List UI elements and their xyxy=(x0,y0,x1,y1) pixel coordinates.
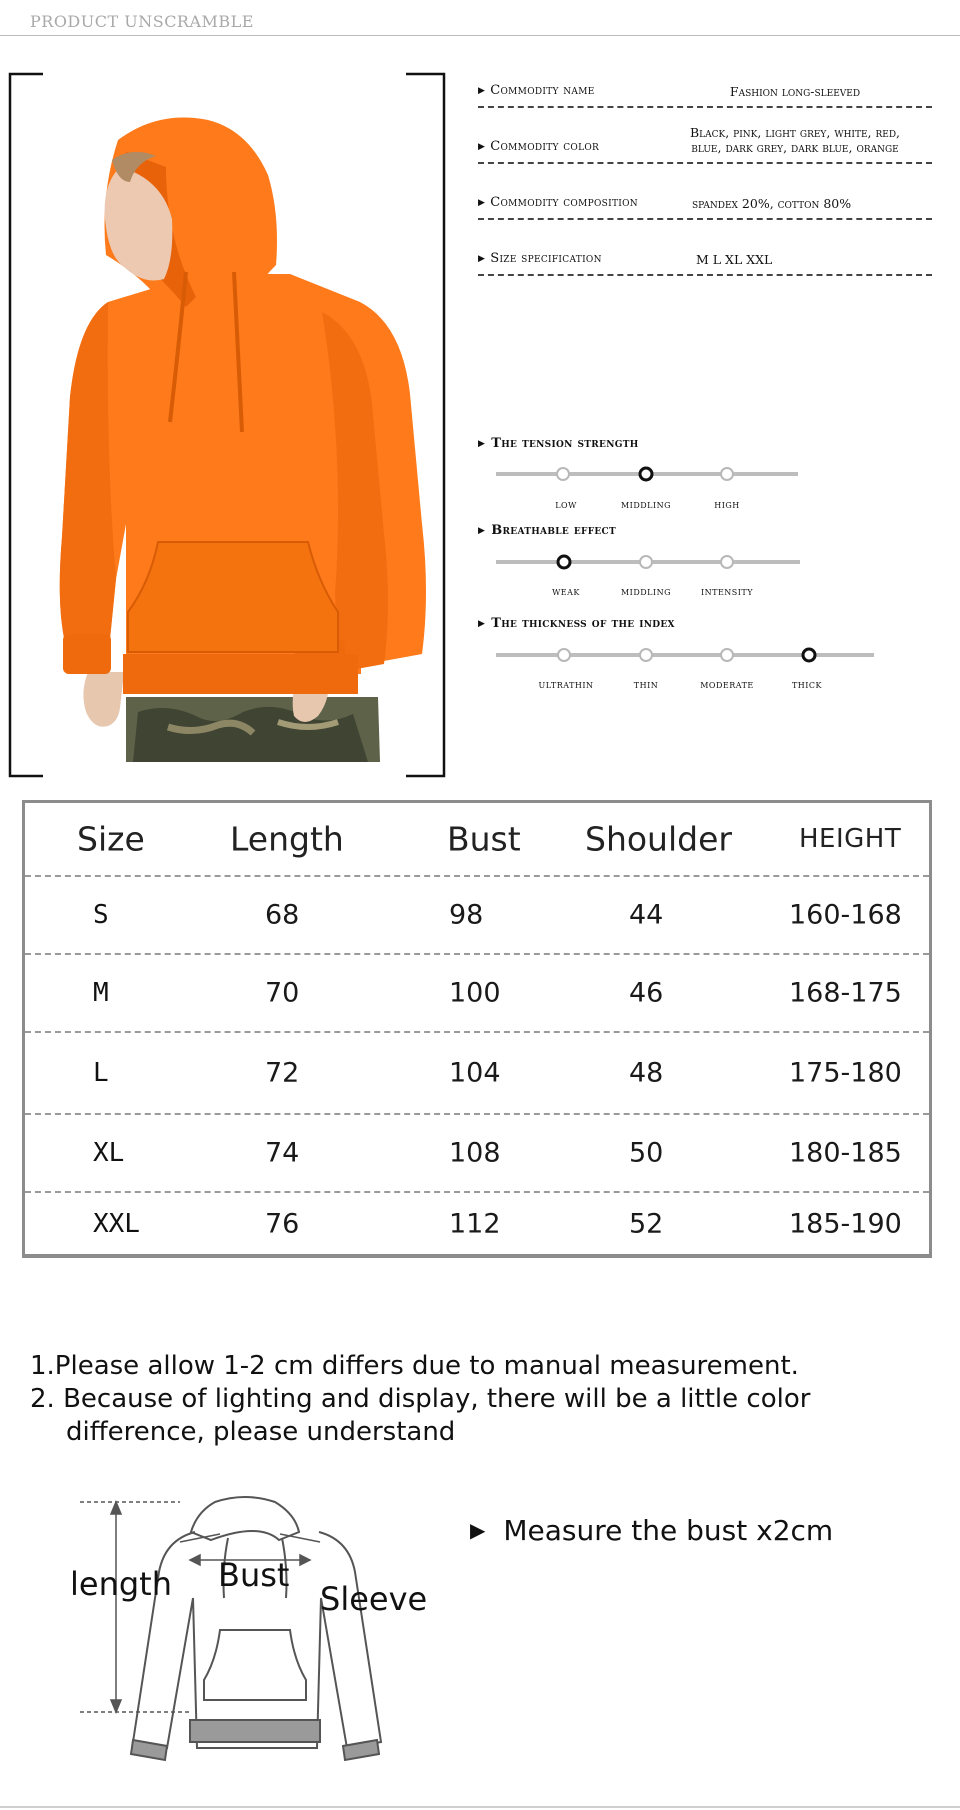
measurement-diagram xyxy=(60,1490,440,1760)
spec-row-commodity-composition xyxy=(478,180,932,220)
table-cell: 104 xyxy=(449,1057,501,1089)
table-row xyxy=(25,1033,929,1115)
rating-label: moderate xyxy=(700,677,754,691)
spec-row-size-specification xyxy=(478,236,932,276)
rating-dot-thin xyxy=(639,648,653,662)
note-line: difference, please understand xyxy=(66,1417,456,1447)
spec-row-commodity-name xyxy=(478,76,932,108)
length-measure-line xyxy=(80,1502,190,1712)
table-cell: 76 xyxy=(265,1208,300,1240)
table-row xyxy=(25,1193,929,1255)
rating-title-breathable: ▶ Breathable effect xyxy=(478,523,616,538)
notes-block xyxy=(30,1350,930,1449)
page-header-title: PRODUCT UNSCRAMBLE xyxy=(30,12,254,31)
table-cell: 168-175 xyxy=(789,977,902,1009)
rating-dot-middling-selected xyxy=(639,467,654,482)
measure-note xyxy=(470,1514,833,1547)
size-table xyxy=(22,800,932,1258)
spec-value: M L XL XXL xyxy=(696,251,773,267)
table-row xyxy=(25,1115,929,1193)
table-header-row xyxy=(25,803,929,877)
diagram-label-sleeve: Sleeve xyxy=(320,1580,428,1618)
note-line: 2. Because of lighting and display, there will be a little color xyxy=(30,1384,811,1414)
rating-label: low xyxy=(555,497,577,511)
note-line: 1.Please allow 1-2 cm differs due to manual measurement. xyxy=(30,1351,799,1381)
table-cell: 52 xyxy=(629,1208,664,1240)
rating-label: middling xyxy=(620,584,672,598)
rating-label: weak xyxy=(552,584,580,598)
rating-dot-middling xyxy=(639,555,653,569)
table-header-cell: Length xyxy=(230,819,344,859)
table-cell-size: S xyxy=(93,900,109,930)
header-divider xyxy=(0,35,960,36)
hoodie-outline-icon xyxy=(131,1497,381,1760)
table-cell: 70 xyxy=(265,977,300,1009)
spec-value-line: Black, pink, light grey, white, red, xyxy=(689,125,901,141)
diagram-label-length: length xyxy=(70,1565,172,1603)
rating-label: thick xyxy=(791,677,823,691)
table-cell-size: XL xyxy=(93,1138,125,1168)
triangle-right-icon: ▶ xyxy=(470,1518,486,1542)
table-cell: 74 xyxy=(265,1137,300,1169)
table-cell: 175-180 xyxy=(789,1057,902,1089)
footer-divider xyxy=(0,1806,960,1808)
diagram-label-bust: Bust xyxy=(218,1556,290,1594)
table-cell: 68 xyxy=(265,899,300,931)
spec-label: ▶ Commodity color xyxy=(478,139,599,154)
table-cell-size: XXL xyxy=(93,1209,140,1239)
measure-note-text: Measure the bust x2cm xyxy=(503,1514,834,1547)
table-cell: 185-190 xyxy=(789,1208,902,1240)
rating-dot-high xyxy=(720,467,734,481)
spec-label: ▶ Commodity name xyxy=(478,83,595,98)
table-cell-size: M xyxy=(93,978,109,1008)
table-cell: 50 xyxy=(629,1137,664,1169)
rating-dot-low xyxy=(556,467,570,481)
table-cell: 160-168 xyxy=(789,899,902,931)
spec-value xyxy=(658,126,932,155)
product-photo xyxy=(8,72,446,778)
rating-dot-weak-selected xyxy=(557,555,572,570)
table-cell: 44 xyxy=(629,899,664,931)
spec-row-commodity-color xyxy=(478,120,932,164)
spec-label: ▶ Commodity composition xyxy=(478,195,638,210)
rating-label: ultrathin xyxy=(538,677,594,691)
table-header-cell: HEIGHT xyxy=(799,824,902,854)
table-row xyxy=(25,955,929,1033)
rating-title-thickness: ▶ The thickness of the index xyxy=(478,616,675,631)
rating-label: thin xyxy=(633,677,659,691)
rating-dot-moderate xyxy=(720,648,734,662)
table-cell: 180-185 xyxy=(789,1137,902,1169)
table-header-cell: Size xyxy=(77,819,145,859)
rating-label: intensity xyxy=(700,584,754,598)
product-photo-frame xyxy=(8,72,446,778)
table-cell: 112 xyxy=(449,1208,501,1240)
spec-value: spandex 20%, cotton 80% xyxy=(692,195,852,211)
rating-title-tension: ▶ The tension strength xyxy=(478,436,639,451)
spec-label: ▶ Size specification xyxy=(478,251,602,266)
rating-track-thickness xyxy=(496,653,874,657)
table-cell: 48 xyxy=(629,1057,664,1089)
table-cell: 72 xyxy=(265,1057,300,1089)
table-cell-size: L xyxy=(93,1058,109,1088)
table-cell: 46 xyxy=(629,977,664,1009)
table-header-cell: Bust xyxy=(447,819,521,859)
rating-label: high xyxy=(714,497,740,511)
rating-dot-thick-selected xyxy=(802,648,817,663)
spec-value-line: blue, dark grey, dark blue, orange xyxy=(691,139,899,155)
table-header-cell: Shoulder xyxy=(585,819,732,859)
rating-dot-ultrathin xyxy=(557,648,571,662)
table-row xyxy=(25,877,929,955)
rating-label: middling xyxy=(620,497,672,511)
spec-value: Fashion long-sleeved xyxy=(729,83,861,99)
table-cell: 98 xyxy=(449,899,484,931)
table-cell: 108 xyxy=(449,1137,501,1169)
rating-dot-intensity xyxy=(720,555,734,569)
table-cell: 100 xyxy=(449,977,501,1009)
